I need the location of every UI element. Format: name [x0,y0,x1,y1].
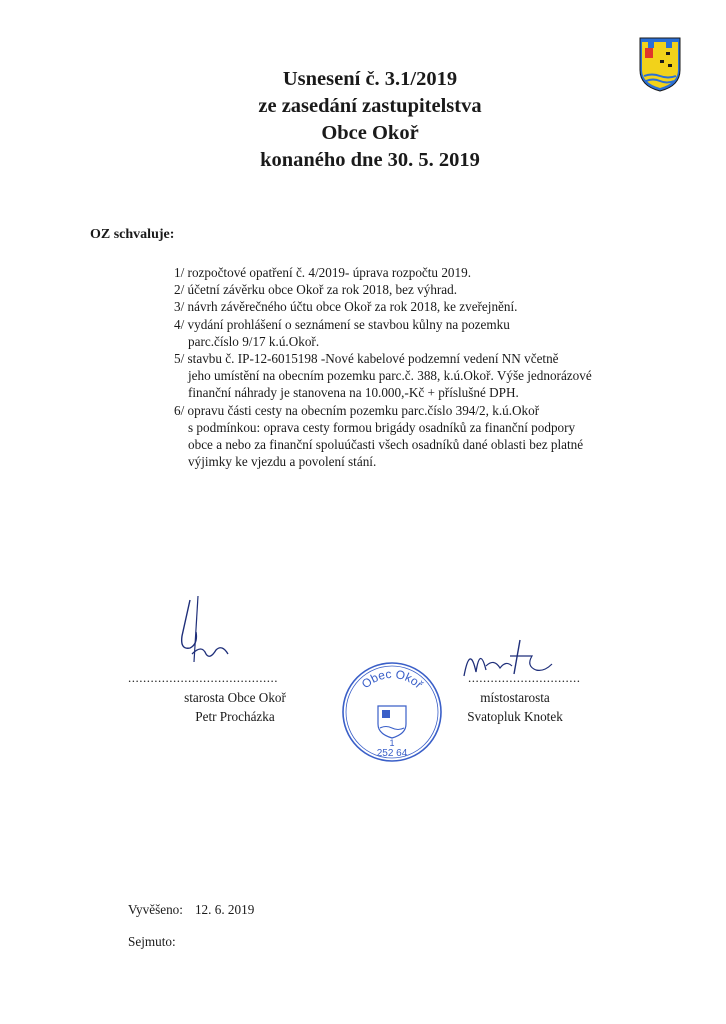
title-line-1: Usnesení č. 3.1/2019 [282,68,458,90]
resolution-item-line: 6/ opravu části cesty na obecním pozemku parc.číslo 394/2, k.ú.Okoř [174,402,540,418]
resolution-item [174,264,574,281]
resolution-item [174,350,592,402]
resolution-title [140,66,600,174]
resolution-item-continuation: jeho umístění na obecním pozemku parc.č. 388, k.ú.Okoř. Výše jednorázové [188,368,592,384]
resolution-item-line: 2/ účetní závěrku obce Okoř za rok 2018, bez výhrad. [174,282,458,298]
official-stamp [340,660,444,764]
resolution-item-line: 1/ rozpočtové opatření č. 4/2019- úprava rozpočtu 2019. [174,265,471,280]
approval-heading: OZ schvaluje: [90,227,175,242]
posted-date: 12. 6. 2019 [194,902,255,917]
resolution-items-list [174,264,592,470]
resolution-item-continuation: finanční náhrady je stanovena na 10.000,-Kč + příslušné DPH. [188,385,519,401]
signature-line-right: .............................. [468,670,581,685]
resolution-item-continuation: parc.číslo 9/17 k.ú.Okoř. [188,333,320,349]
mayor-signature-block [150,688,320,726]
removed-label: Sejmuto: [128,934,176,949]
resolution-item-line: 4/ vydání prohlášení o seznámení se stavbou kůlny na pozemku [174,316,510,332]
title-line-3: Obce Okoř [321,122,419,144]
title-line-2: ze zasedání zastupitelstva [258,95,482,117]
deputy-mayor-role: místostarosta [480,690,550,705]
resolution-item-continuation: obce a nebo za finanční spoluúčasti všech osadníků dané oblasti bez platné [188,437,584,453]
stamp-text-top: Obec Okoř [358,666,426,692]
stamp-number: 1 [389,738,395,748]
resolution-item-continuation: s podmínkou: oprava cesty formou brigády osadníků za finanční podpory [188,419,576,435]
resolution-item-line: 3/ návrh závěrečného účtu obce Okoř za rok 2018, ke zveřejnění. [174,299,518,315]
posted-line [128,902,254,918]
mayor-name: Petr Procházka [195,709,275,724]
deputy-mayor-name: Svatopluk Knotek [467,709,563,724]
title-line-4: konaného dne 30. 5. 2019 [260,149,480,171]
stamp-postcode: 252 64 [376,748,408,759]
posted-label: Vyvěšeno: [128,902,183,917]
resolution-item-line: 5/ stavbu č. IP-12-6015198 -Nové kabelové podzemní vedení NN včetně [174,351,559,367]
resolution-item [174,281,574,298]
municipal-crest-logo [638,36,682,92]
resolution-item [174,298,574,315]
signature-line-left: ........................................ [128,670,278,685]
resolution-item-continuation: výjimky ke vjezdu a povolení stání. [188,454,377,470]
mayor-signature [168,592,238,672]
resolution-item [174,402,584,471]
mayor-role: starosta Obce Okoř [184,690,286,705]
resolution-item [174,316,574,350]
deputy-mayor-signature-block [440,688,590,726]
